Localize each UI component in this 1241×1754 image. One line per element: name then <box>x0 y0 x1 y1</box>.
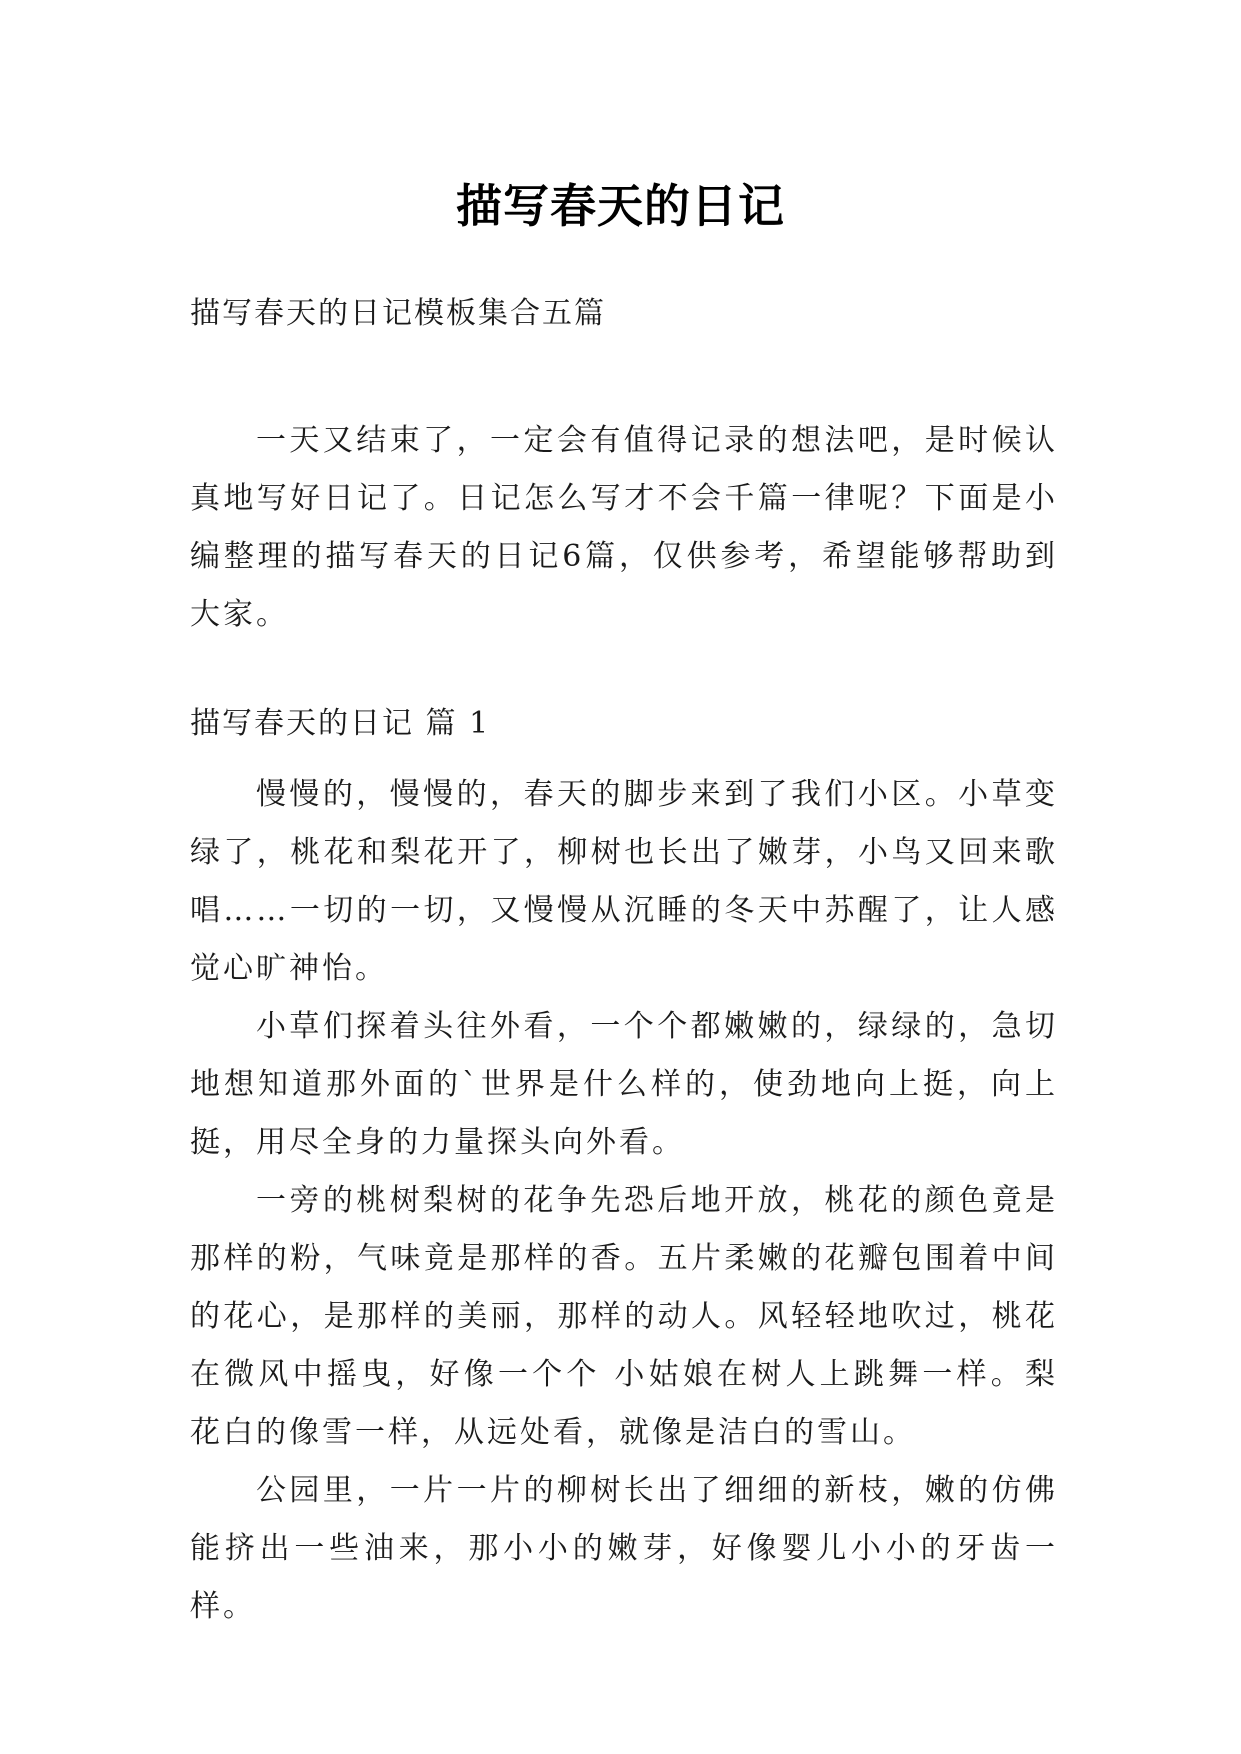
intro-paragraph: 一天又结束了，一定会有值得记录的想法吧，是时候认真地写好日记了。日记怎么写才不会千篇一律呢？下面是小编整理的描写春天的日记6篇，仅供参考，希望能够帮助到大家。 <box>190 423 1058 632</box>
section-paragraph: 小草们探着头往外看，一个个都嫩嫩的，绿绿的，急切地想知道那外面的`世界是什么样的，使劲地向上挺，向上挺，用尽全身的力量探头向外看。 <box>190 1009 1058 1160</box>
section-paragraph: 一旁的桃树梨树的花争先恐后地开放，桃花的颜色竟是那样的粉，气味竟是那样的香。五片柔嫩的花瓣包围着中间的花心，是那样的美丽，那样的动人。风轻轻地吹过，桃花在微风中摇曳，好像一个个 小姑娘在树人上跳舞一样。梨花白的像雪一样，从远处看，就像是洁白的雪山。 <box>190 1183 1058 1450</box>
section-paragraph: 公园里，一片一片的柳树长出了细细的新枝，嫩的仿佛能挤出一些油来，那小小的嫩芽，好像婴儿小小的牙齿一样。 <box>190 1473 1058 1624</box>
diary-section-1 <box>190 704 1058 1636</box>
page-title: 描写春天的日记 <box>456 178 785 233</box>
document-subtitle: 描写春天的日记模板集合五篇 <box>190 296 606 331</box>
section-paragraph: 慢慢的，慢慢的，春天的脚步来到了我们小区。小草变绿了，桃花和梨花开了，柳树也长出了嫩芽，小鸟又回来歌唱……一切的一切，又慢慢从沉睡的冬天中苏醒了，让人感觉心旷神怡。 <box>190 777 1058 986</box>
section-heading: 描写春天的日记 篇 1 <box>190 706 491 741</box>
